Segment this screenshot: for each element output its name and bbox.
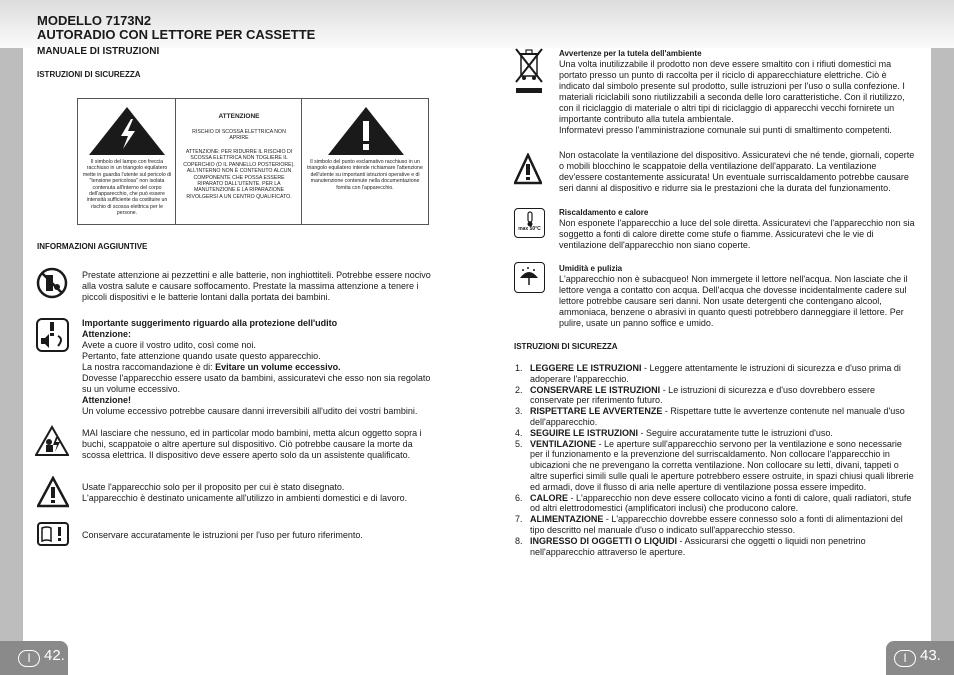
hearing-line5: Un volume eccessivo potrebbe causare danni irreversibili all'udito dei vostri bambini. bbox=[82, 406, 418, 416]
rule-number: 3. bbox=[515, 406, 523, 417]
ventilation-text: Non ostacolate la ventilazione del dispositivo. Assicuratevi che né tende, giornali, coperte o mobili blocchino le scappatoie della ventilazione dell'apparato. La ventilazione dev'essere costantemente assicurata! Un eventuale surriscaldamento potrebbe causare seri danni al dispositivo e ridurre sia le prestazioni che la durata del funzionamento. bbox=[559, 150, 915, 193]
rule-key: LEGGERE LE ISTRUZIONI bbox=[530, 363, 642, 373]
rule-number: 6. bbox=[515, 492, 523, 503]
rule-text: - Rispettare tutte le avvertenze contenute nel manuale d'uso dell'apparecchio. bbox=[530, 406, 905, 427]
rule-number: 1. bbox=[515, 363, 523, 373]
left-side-band bbox=[0, 48, 23, 648]
right-side-band bbox=[931, 48, 954, 648]
openings-text: MAI lasciare che nessuno, ed in particolar modo bambini, metta alcun oggetto sopra i buchi, scappatoie o altre aperture sul dispositivo. Ciò potrebbe causare la morte da scossa elettrica. Il dispositivo deve essere aperto solo da un assistente qualificato. bbox=[82, 428, 422, 460]
list-item bbox=[515, 536, 915, 558]
rule-text: - Seguire accuratamente tutte le istruzioni d'uso. bbox=[638, 427, 833, 438]
product-subtitle: AUTORADIO CON LETTORE PER CASSETTE bbox=[37, 27, 316, 42]
umbrella-icon bbox=[518, 266, 540, 288]
environment-body2: Informatevi presso l'amministrazione comunale sui punti di smaltimento competenti. bbox=[559, 125, 892, 135]
heat-icon bbox=[514, 208, 545, 238]
list-item bbox=[515, 363, 915, 385]
hearing-attention2: Attenzione! bbox=[82, 395, 131, 405]
list-item bbox=[515, 514, 915, 536]
intended-use-line1: Usate l'apparecchio solo per il proposito per cui è stato disegnato. bbox=[82, 482, 345, 492]
right-page-number: 43. bbox=[920, 647, 941, 664]
page-header bbox=[0, 0, 954, 48]
manual-book-icon bbox=[37, 522, 69, 546]
child-hazard-icon bbox=[36, 267, 68, 299]
keep-instructions-text: Conservare accuratamente le istruzioni per l'uso per futuro riferimento. bbox=[82, 530, 363, 540]
list-item bbox=[515, 493, 915, 515]
lightning-warning-icon bbox=[87, 105, 167, 157]
rule-key: CALORE bbox=[530, 492, 568, 503]
warning-symbols-box bbox=[77, 98, 429, 225]
rule-text: - Leggere attentamente le istruzioni di sicurezza e d'uso prima di adoperare l'apparecchio. bbox=[530, 363, 901, 384]
list-item bbox=[515, 406, 915, 428]
shock-hazard-icon bbox=[35, 425, 69, 457]
rule-text: - Assicurarsi che oggetti o liquidi non penetrino nell'apparecchio attraverso le aperture. bbox=[530, 535, 866, 557]
small-parts-text: Prestate attenzione ai pezzettini e alle batterie, non inghiottiteli. Potrebbe essere nocivo alla vostra salute e causare soffocamento. Prestate la massima attenzione a tenere i piccoli dispositivi e le batterie lontani dalla portata dei bambini. bbox=[82, 270, 431, 302]
heat-title: Riscaldamento e calore bbox=[559, 208, 649, 217]
rule-number: 2. bbox=[515, 384, 523, 395]
hearing-line1: Avete a cuore il vostro udito, così come noi. bbox=[82, 340, 256, 350]
exclamation-caption: Il simbolo del punto esclamativo racchiuso in un triangolo equilatero intende richiamare l'attenzione dell'utente su importanti istruzioni operative e di manutenzione contenute nella documentazione fornita con l'apparecchio. bbox=[307, 159, 423, 191]
safety-rules-list bbox=[515, 363, 915, 557]
humidity-title: Umidità e pulizia bbox=[559, 264, 623, 273]
intended-use-block bbox=[82, 482, 437, 504]
attention-cell bbox=[176, 99, 302, 224]
right-safety-heading: ISTRUZIONI DI SICUREZZA bbox=[514, 342, 618, 351]
rule-text: - L'apparecchio non deve essere collocato vicino a fonti di calore, quali radiatori, stufe od altri elettrodomestici (amplificatori inclusi) che producono calore. bbox=[530, 492, 912, 514]
list-item bbox=[515, 385, 915, 407]
hearing-line2: Pertanto, fate attenzione quando usate questo apparecchio. bbox=[82, 351, 321, 361]
rule-text: - L'apparecchio dovrebbe essere connesso solo a fonti di alimentazioni del tipo descritto nel manuale d'uso o indicato sull'apparecchio stesso. bbox=[530, 514, 903, 535]
environment-title: Avvertenze per la tutela dell'ambiente bbox=[559, 49, 702, 58]
heat-icon-label: max 50°C bbox=[518, 226, 541, 232]
hearing-recommend-value: Evitare un volume eccessivo. bbox=[215, 362, 341, 372]
lightning-caption: Il simbolo del lampo con freccia racchiuso in un triangolo equilatero mette in guardia l'utente sul pericolo di "tensione pericolosa" non isolata contenuta all'interno del corpo dell'apparecchio, che può essere intensità sufficiente da costituire un rischio di scossa elettrica per le persone. bbox=[82, 159, 172, 217]
hearing-block bbox=[82, 318, 437, 417]
exclamation-cell bbox=[302, 99, 430, 224]
exclamation-warning-icon bbox=[326, 105, 406, 157]
intended-use-line2: L'apparecchio è destinato unicamente all'utilizzo in ambienti domestici e di lavoro. bbox=[82, 493, 408, 503]
humidity-body: L'apparecchio non è subacqueo! Non immergete il lettore nell'acqua. Non lasciate che il lettore venga a contatto con acqua. Dell'acqua che dovesse incidentalmente cadere sul lettore potrebbe causare seri danni. Non usate detergenti che contengano alcool, ammoniaca, benzene o abrasivi in quanto questi potrebbero danneggiare il lettore. Per pulire, usate un panno soffice e umido. bbox=[559, 274, 908, 328]
thermometer-icon bbox=[523, 211, 537, 227]
hearing-line3 bbox=[82, 362, 437, 373]
rule-text: - Le aperture sull'apparecchio servono per la ventilazione e sono necessarie per il funzionamento e la prevenzione del surriscaldamento. Non collocare l'apparecchio in ubicazioni che ne prevengano la corretta ventilazione. Non collocare su letti, divani, tappeti o altre superfici simili sulle quali le aperture potrebbero essere ostruite, in spazi chiusi quali librerie ed armadi, dove il flusso di aria nelle aperture di ventilazione possa essere impedito. bbox=[530, 438, 914, 492]
weee-bin-icon bbox=[514, 46, 544, 94]
list-item bbox=[515, 428, 915, 439]
ventilation-warning-icon bbox=[514, 153, 542, 185]
rule-key: INGRESSO DI OGGETTI O LIQUIDI bbox=[530, 535, 678, 546]
left-page-number: 42. bbox=[44, 647, 65, 664]
humidity-block bbox=[559, 263, 919, 329]
rule-key: SEGUIRE LE ISTRUZIONI bbox=[530, 427, 639, 438]
left-page-footer bbox=[0, 641, 68, 675]
environment-block bbox=[559, 48, 919, 136]
hearing-line4: Dovesse l'apparecchio essere usato da bambini, assicuratevi che esso non sia regolato su un volume eccessivo. bbox=[82, 373, 431, 394]
rule-text: - Le istruzioni di sicurezza e d'uso dovrebbero essere conservate per riferimento futuro. bbox=[530, 384, 876, 406]
info-heading: INFORMAZIONI AGGIUNTIVE bbox=[37, 242, 148, 251]
language-badge: I bbox=[894, 650, 916, 667]
rule-number: 5. bbox=[515, 438, 523, 449]
rule-key: RISPETTARE LE AVVERTENZE bbox=[530, 406, 663, 417]
rule-key: CONSERVARE LE ISTRUZIONI bbox=[530, 384, 661, 395]
attention-risk: RISCHIO DI SCOSSA ELETTRICA NON APRIRE bbox=[192, 129, 286, 142]
model-title: MODELLO 7173N2 bbox=[37, 13, 152, 28]
hearing-recommend-label: La nostra raccomandazione è di: bbox=[82, 362, 216, 372]
attention-body: ATTENZIONE: PER RIDURRE IL RISCHIO DI SCOSSA ELETTRICA NON TOGLIERE IL COPERCHIO (O IL PANNELLO POSTERIORE). ALL'INTERNO NON È CONTENUTO ALCUN COMPONENTE CHE POSSA ESSERE RIPARATO DALL'UTENTE. PER LA MANUTENZIONE E LA RIPARAZIONE RIVOLGERSI A UN CENTRO QUALIFICATO. bbox=[183, 149, 295, 200]
rule-key: VENTILAZIONE bbox=[530, 438, 597, 449]
humidity-icon bbox=[514, 262, 545, 293]
heat-block bbox=[559, 207, 919, 251]
warning-triangle-icon bbox=[37, 476, 69, 508]
hearing-attention: Attenzione: bbox=[82, 329, 131, 339]
heat-body: Non esponete l'apparecchio a luce del sole diretta. Assicuratevi che l'apparecchio non sia soggetto a fonti di calore dirette come stufe o fiamme. Assicuratevi che le vie di ventilazione dell'apparecchio non siano coperte. bbox=[559, 218, 915, 250]
rule-number: 4. bbox=[515, 427, 523, 438]
hearing-protection-icon bbox=[36, 318, 69, 352]
rule-number: 7. bbox=[515, 514, 523, 525]
safety-heading: ISTRUZIONI DI SICUREZZA bbox=[37, 70, 141, 79]
attention-title: ATTENZIONE bbox=[218, 113, 260, 120]
language-badge: I bbox=[18, 650, 40, 667]
manual-heading: MANUALE DI ISTRUZIONI bbox=[37, 46, 160, 57]
list-item bbox=[515, 439, 915, 493]
rule-key: ALIMENTAZIONE bbox=[530, 514, 604, 525]
environment-body: Una volta inutilizzabile il prodotto non deve essere smaltito con i rifiuti domestici ma portato presso un punto di raccolta per il riciclo di apparecchiature elettriche. Ciò è indicato dal simbolo presente sul prodotto, sulle istruzioni per l'uso o sulla confezione. I materiali riciclabili sono riutilizzabili a seconda delle loro caratteristiche. Con il riutilizzo, con il riciclaggio di materiale o altri tipi di riciclaggio di apparecchi vecchi fornirete un importante contributo alla tutela ambientale. bbox=[559, 59, 905, 124]
hearing-title: Importante suggerimento riguardo alla protezione dell'udito bbox=[82, 318, 338, 328]
rule-number: 8. bbox=[515, 535, 523, 546]
right-page-footer bbox=[886, 641, 954, 675]
lightning-cell bbox=[78, 99, 176, 224]
